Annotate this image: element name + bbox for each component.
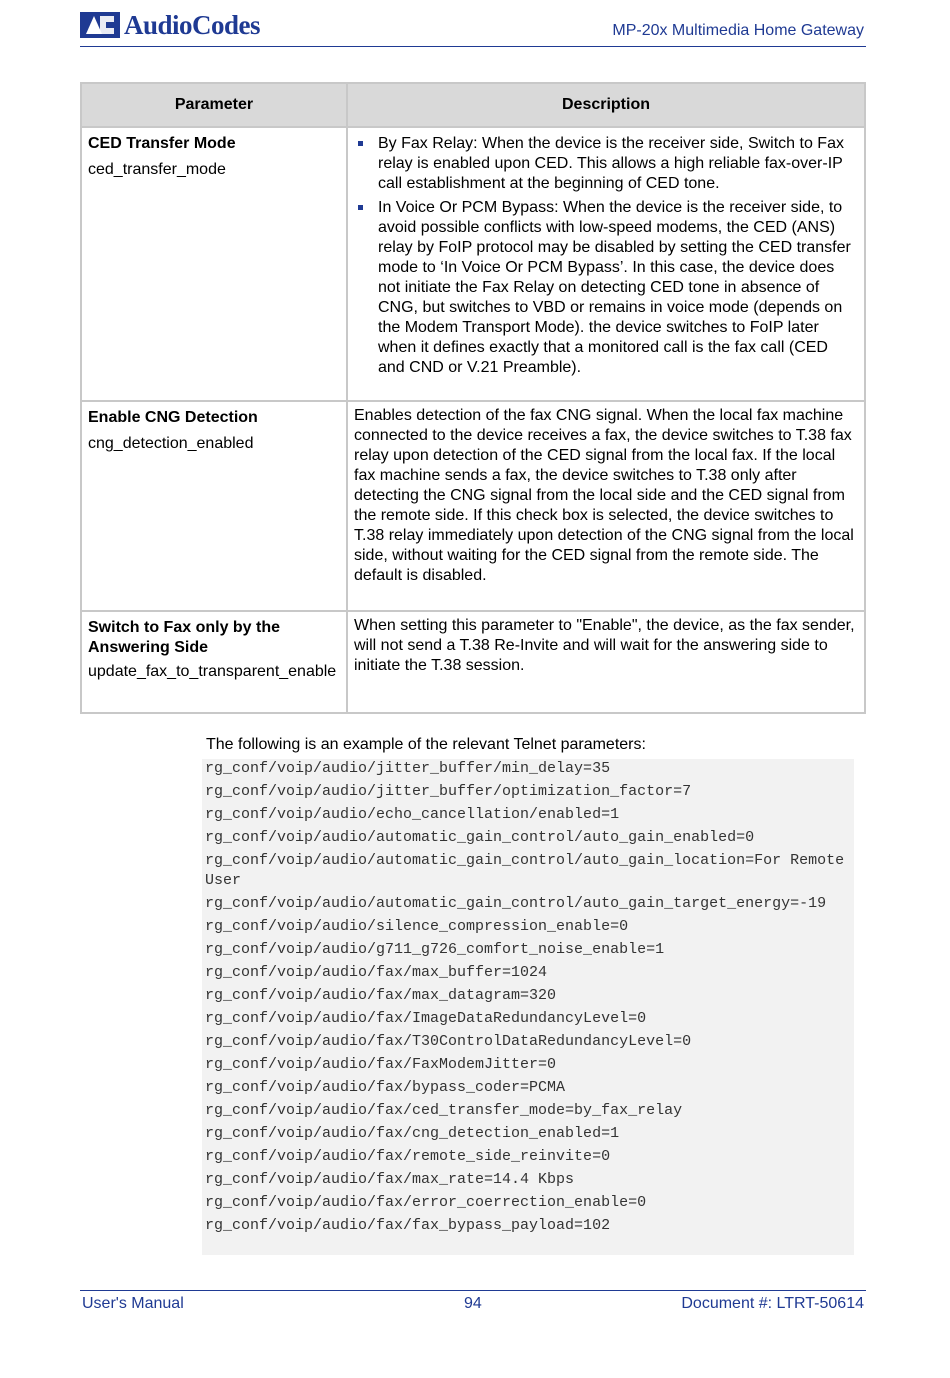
parameter-name: Switch to Fax only by the Answering Side — [88, 619, 281, 656]
code-line: rg_conf/voip/audio/jitter_buffer/min_delay=35 — [205, 760, 611, 777]
code-line: rg_conf/voip/audio/silence_compression_enable=0 — [205, 918, 629, 935]
audiocodes-logo — [80, 8, 260, 42]
list-item — [354, 134, 858, 194]
bullet-text: In Voice Or PCM Bypass: When the device is the receiver side, to avoid possible conflicts with low-speed modems, the CED (ANS) relay by FoIP protocol may be disabled by setting the CED transfer mode to ‘In Voice Or PCM Bypass’. In this case, the device does not initiate the Fax Relay on detecting CED tone in absence of CNG, but switches to VBD or remains in voice mode (depends on the Modem Transport Mode). the device switches to FoIP later when it defines exactly that a monitored call is the fax call (CED and CND or V.21 Preamble). — [378, 199, 851, 376]
bullet-square-icon — [358, 205, 363, 210]
table-header-row — [81, 83, 865, 127]
column-header-description: Description — [347, 83, 865, 127]
code-line: rg_conf/voip/audio/fax/error_coerrection_enable=0 — [205, 1194, 647, 1211]
code-line: rg_conf/voip/audio/automatic_gain_control/auto_gain_target_energy=-19 — [205, 895, 827, 912]
parameter-name: CED Transfer Mode — [88, 135, 236, 152]
code-line: rg_conf/voip/audio/fax/T30ControlDataRedundancyLevel=0 — [205, 1033, 692, 1050]
footer-manual-label: User's Manual — [82, 1295, 184, 1312]
code-line: rg_conf/voip/audio/automatic_gain_control/auto_gain_enabled=0 — [205, 829, 755, 846]
bullet-square-icon — [358, 141, 363, 146]
bullet-text: By Fax Relay: When the device is the receiver side, Switch to Fax relay is enabled upon CED. This allows a high reliable fax-over-IP call establishment at the beginning of CED tone. — [378, 135, 844, 192]
audiocodes-logo-icon — [80, 10, 120, 40]
code-line: rg_conf/voip/audio/fax/max_buffer=1024 — [205, 964, 548, 981]
parameter-cell — [81, 401, 347, 611]
table-row — [81, 611, 865, 713]
code-line: rg_conf/voip/audio/fax/fax_bypass_payload=102 — [205, 1217, 611, 1234]
bullet-list — [354, 134, 858, 378]
description-text: When setting this parameter to "Enable", the device, as the fax sender, will not send a T.38 Re-Invite and will wait for the answering side to initiate the T.38 session. — [354, 617, 855, 674]
intro-text: The following is an example of the relevant Telnet parameters: — [206, 736, 646, 753]
list-item — [354, 198, 858, 378]
code-line: rg_conf/voip/audio/jitter_buffer/optimization_factor=7 — [205, 783, 692, 800]
document-title: MP-20x Multimedia Home Gateway — [612, 22, 864, 39]
code-block — [202, 759, 854, 1255]
code-line: rg_conf/voip/audio/automatic_gain_control/auto_gain_location=For Remote User — [205, 852, 854, 889]
code-line: rg_conf/voip/audio/echo_cancellation/enabled=1 — [205, 806, 620, 823]
table-row — [81, 401, 865, 611]
document-number: Document #: LTRT-50614 — [681, 1295, 864, 1312]
parameter-name: Enable CNG Detection — [88, 409, 258, 426]
page-header — [80, 8, 866, 47]
parameter-cell — [81, 611, 347, 713]
parameter-code: cng_detection_enabled — [88, 435, 254, 452]
code-line: rg_conf/voip/audio/g711_g726_comfort_noise_enable=1 — [205, 941, 665, 958]
logo-text: AudioCodes — [124, 9, 261, 40]
code-line: rg_conf/voip/audio/fax/max_datagram=320 — [205, 987, 557, 1004]
page-footer — [80, 1290, 866, 1321]
parameter-code: ced_transfer_mode — [88, 161, 226, 178]
code-line: rg_conf/voip/audio/fax/max_rate=14.4 Kbps — [205, 1171, 575, 1188]
code-line: rg_conf/voip/audio/fax/remote_side_reinvite=0 — [205, 1148, 611, 1165]
parameter-table — [80, 82, 866, 714]
code-line: rg_conf/voip/audio/fax/ced_transfer_mode=by_fax_relay — [205, 1102, 683, 1119]
parameter-code: update_fax_to_transparent_enable — [88, 663, 337, 680]
page-number: 94 — [464, 1295, 482, 1312]
description-cell — [347, 127, 865, 401]
table-row — [81, 127, 865, 401]
description-cell — [347, 611, 865, 713]
description-cell — [347, 401, 865, 611]
column-header-parameter: Parameter — [81, 83, 347, 127]
code-line: rg_conf/voip/audio/fax/FaxModemJitter=0 — [205, 1056, 557, 1073]
parameter-cell — [81, 127, 347, 401]
code-line: rg_conf/voip/audio/fax/bypass_coder=PCMA — [205, 1079, 566, 1096]
code-line: rg_conf/voip/audio/fax/cng_detection_enabled=1 — [205, 1125, 620, 1142]
code-line: rg_conf/voip/audio/fax/ImageDataRedundancyLevel=0 — [205, 1010, 647, 1027]
description-text: Enables detection of the fax CNG signal. When the local fax machine connected to the device receives a fax, the device switches to T.38 fax relay upon detection of the CED signal from the local fax. If the local fax machine sends a fax, the device switches to T.38 only after detecting the CNG signal from the local side and the CED signal from the remote side. If this check box is selected, the device switches to T.38 relay immediately upon detection of the CNG signal from the local side, without waiting for the CED signal from the remote side. The default is disabled. — [354, 407, 854, 584]
